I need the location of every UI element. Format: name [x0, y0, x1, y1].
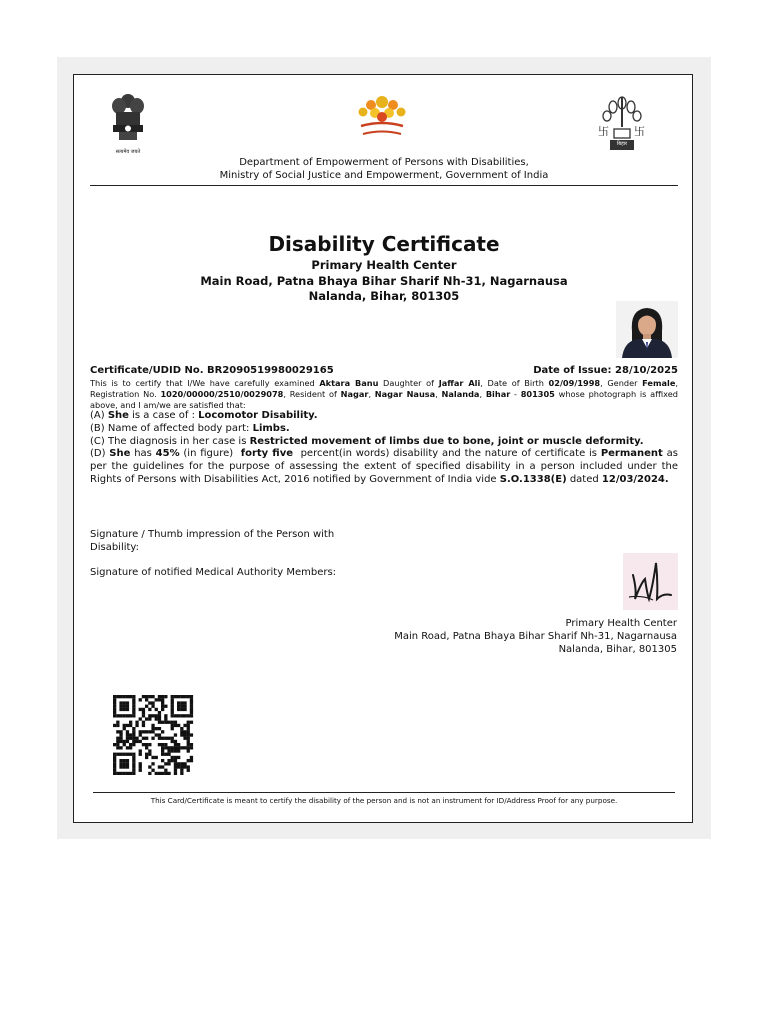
parent-name: Jaffar Ali: [438, 378, 481, 388]
issue-date-block: [533, 365, 678, 376]
certify-text: , Resident of: [283, 389, 341, 399]
svg-text:卐: 卐: [598, 125, 609, 138]
item-text: (D): [90, 448, 110, 460]
department-line-2: Ministry of Social Justice and Empowerment, Government of India: [219, 170, 549, 181]
person-name: Aktara Banu: [319, 378, 379, 388]
certify-text: whose photograph is affixed above, and I am/we are satisfied that:: [90, 389, 678, 410]
authority-name: Primary Health Center: [565, 618, 677, 629]
udid-label: Certificate/UDID No.: [90, 365, 204, 376]
issuer-name: Primary Health Center: [311, 258, 457, 272]
disability-percent: 45%: [155, 448, 180, 460]
department-heading: [74, 156, 694, 182]
certify-text: , Registration No.: [90, 378, 678, 399]
issue-date-value: 28/10/2025: [615, 365, 678, 376]
certificate-frame: [73, 74, 693, 823]
item-text: dated: [566, 473, 602, 485]
signature-label-line-2: Disability:: [90, 542, 139, 553]
separator: ,: [479, 389, 486, 399]
disability-details: [90, 410, 678, 487]
certificate-nature: Permanent: [600, 448, 663, 460]
right-emblem-caption: बिहार: [616, 141, 628, 147]
header-divider: [90, 185, 678, 186]
issuer-block: [74, 258, 694, 305]
item-c: [90, 436, 678, 449]
disability-percent-words: forty five: [240, 448, 293, 460]
applicant-photo: [616, 301, 678, 358]
medical-authority-address: [394, 617, 677, 656]
signature-label-line-1: Signature / Thumb impression of the Person with: [90, 529, 335, 540]
issuer-address-line-2: Nalanda, Bihar, 801305: [308, 289, 460, 303]
certificate-title: Disability Certificate: [268, 232, 500, 256]
residence-locality: Nagar: [340, 389, 369, 399]
certify-text: Daughter of: [378, 378, 439, 388]
item-text: (B) Name of affected body part:: [90, 422, 253, 434]
footer-divider: [93, 792, 675, 793]
item-text: (in figure): [179, 448, 241, 460]
medical-authority-signature: [623, 553, 678, 610]
emblem-caption: सत्यमेव जयते: [115, 149, 141, 155]
issue-date-label: Date of Issue:: [533, 365, 612, 376]
notification-date: 12/03/2024.: [601, 473, 669, 485]
item-text: percent(in words) disability and the nature of certificate is: [293, 448, 601, 460]
affected-body-part: Limbs.: [252, 422, 290, 434]
date-of-birth: 02/09/1998: [548, 378, 601, 388]
separator: ,: [435, 389, 442, 399]
svg-text:卐: 卐: [634, 125, 645, 138]
registration-number: 1020/00000/2510/0029078: [160, 389, 284, 399]
program-logo-icon: [353, 92, 411, 142]
certificate-meta: [90, 365, 678, 376]
authority-address-line-2: Nalanda, Bihar, 801305: [558, 644, 677, 655]
residence-pincode: 801305: [520, 389, 555, 399]
certify-text: This is to certify that I/We have carefully examined: [90, 378, 320, 388]
item-text: (C) The diagnosis in her case is: [90, 435, 250, 447]
residence-state: Bihar: [485, 389, 511, 399]
person-signature-label: [90, 528, 350, 554]
separator: -: [510, 389, 521, 399]
pronoun: She: [109, 448, 131, 460]
item-b: [90, 423, 678, 436]
issuer-address-line-1: Main Road, Patna Bhaya Bihar Sharif Nh-31, Nagarnausa: [200, 273, 568, 288]
item-d: [90, 448, 678, 486]
item-text: is a case of :: [128, 410, 199, 421]
authority-address-line-1: Main Road, Patna Bhaya Bihar Sharif Nh-31, Nagarnausa: [394, 631, 677, 642]
udid-value: BR2090519980029165: [207, 365, 334, 376]
item-a: [90, 410, 678, 423]
gender: Female: [642, 378, 676, 388]
residence-town: Nagar Nausa: [374, 389, 436, 399]
authority-signature-label: Signature of notified Medical Authority Members:: [90, 567, 337, 578]
notification-number: S.O.1338(E): [499, 473, 567, 485]
item-text: has: [130, 448, 156, 460]
udid-block: [90, 365, 334, 376]
separator: ,: [368, 389, 375, 399]
disability-type: Locomotor Disability.: [198, 410, 318, 421]
certification-statement: [90, 378, 678, 411]
diagnosis: Restricted movement of limbs due to bone, joint or muscle deformity.: [249, 435, 644, 447]
certify-text: , Date of Birth: [480, 378, 549, 388]
footer-disclaimer: This Card/Certificate is meant to certify the disability of the person and is not an instrument for ID/Address Proof for any purpose.: [150, 796, 618, 805]
national-emblem-icon: [108, 92, 148, 154]
bihar-state-emblem-icon: [596, 93, 648, 155]
item-text: as per the guidelines for the purpose of assessing the extent of specified disability in a person included under the Rights of Persons with Disabilities Act, 2016 notified by Government of India vide: [90, 448, 678, 485]
certify-text: , Gender: [600, 378, 643, 388]
residence-district: Nalanda: [441, 389, 480, 399]
item-text: (A): [90, 410, 108, 421]
qr-code[interactable]: [112, 695, 194, 775]
department-line-1: Department of Empowerment of Persons with Disabilities,: [239, 157, 529, 168]
pronoun: She: [107, 410, 129, 421]
